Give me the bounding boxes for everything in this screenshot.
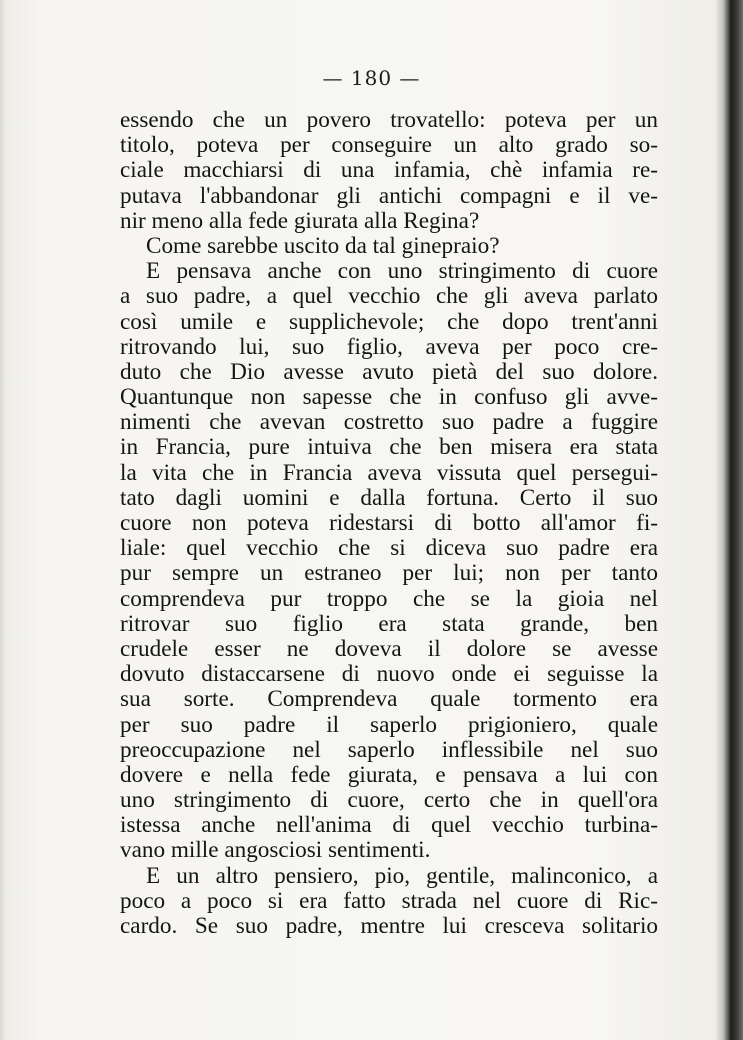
text-line: così umile e supplichevole; che dopo trent'anni bbox=[120, 308, 658, 335]
text-line: nimenti che avevan costretto suo padre a fuggire bbox=[120, 409, 658, 436]
text-line: in Francia, pure intuiva che ben misera era stata bbox=[120, 434, 658, 461]
text-line: comprendeva pur troppo che se la gioia nel bbox=[120, 585, 658, 612]
text-line: putava l'abbandonar gli antichi compagni e il ve- bbox=[120, 182, 658, 209]
text-line: crudele esser ne doveva il dolore se avesse bbox=[120, 635, 658, 662]
page-number: — 180 — bbox=[322, 66, 421, 90]
body-text bbox=[120, 108, 658, 939]
page-left-edge bbox=[0, 0, 6, 1040]
text-line: essendo che un povero trovatello: poteva per un bbox=[120, 107, 658, 133]
text-line: per suo padre il saperlo prigioniero, quale bbox=[120, 711, 658, 738]
text-line: dovuto distaccarsene di nuovo onde ei seguisse la bbox=[120, 661, 658, 688]
text-line: istessa anche nell'anima di quel vecchio turbina- bbox=[120, 812, 658, 839]
text-line: a suo padre, a quel vecchio che gli aveva parlato bbox=[120, 283, 658, 310]
text-line: pur sempre un estraneo per lui; non per tanto bbox=[120, 560, 658, 587]
text-line: liale: quel vecchio che si diceva suo padre era bbox=[120, 535, 658, 562]
text-line: duto che Dio avesse avuto pietà del suo dolore. bbox=[120, 358, 658, 385]
text-line: dovere e nella fede giurata, e pensava a lui con bbox=[120, 761, 658, 788]
text-line: la vita che in Francia aveva vissuta quel persegui- bbox=[120, 459, 658, 486]
text-line: vano mille angosciosi sentimenti. bbox=[120, 837, 431, 864]
text-line: sua sorte. Comprendeva quale tormento era bbox=[120, 686, 658, 713]
text-line: E un altro pensiero, pio, gentile, malinconico, a bbox=[146, 862, 658, 889]
text-line: preoccupazione nel saperlo inflessibile nel suo bbox=[120, 736, 658, 763]
text-line: Quantunque non sapesse che in confuso gli avve- bbox=[120, 384, 658, 411]
text-line: titolo, poteva per conseguire un alto grado so- bbox=[120, 132, 658, 159]
book-spine-shadow bbox=[715, 0, 743, 1040]
text-line: ritrovar suo figlio era stata grande, ben bbox=[120, 610, 658, 637]
text-line: E pensava anche con uno stringimento di cuore bbox=[146, 258, 658, 285]
text-line: Come sarebbe uscito da tal ginepraio? bbox=[146, 232, 500, 259]
text-line: poco a poco si era fatto strada nel cuore di Ric- bbox=[120, 887, 658, 914]
text-line: tato dagli uomini e dalla fortuna. Certo il suo bbox=[120, 484, 658, 511]
text-line: cuore non poteva ridestarsi di botto all'amor fi- bbox=[120, 510, 658, 536]
text-line: ritrovando lui, suo figlio, aveva per poco cre- bbox=[120, 333, 658, 360]
text-line: uno stringimento di cuore, certo che in quell'ora bbox=[120, 787, 658, 814]
text-line: nir meno alla fede giurata alla Regina? bbox=[120, 207, 480, 234]
text-line: ciale macchiarsi di una infamia, chè infamia re- bbox=[120, 157, 658, 184]
text-line: cardo. Se suo padre, mentre lui cresceva solitario bbox=[120, 913, 658, 939]
